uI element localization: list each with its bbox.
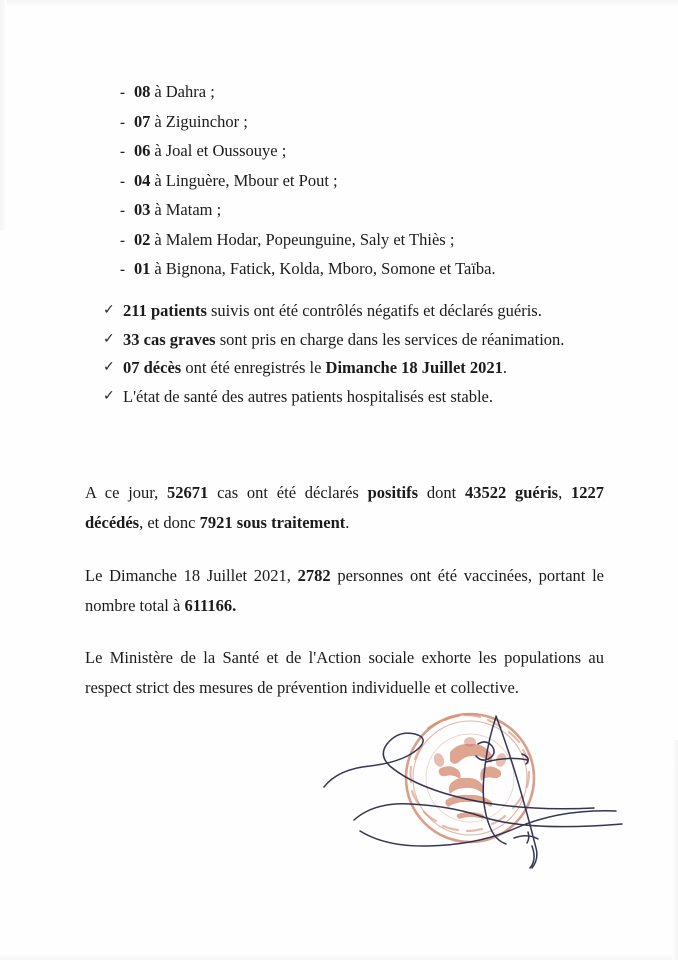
scan-edge-bottom (0, 953, 678, 960)
list-item (120, 255, 590, 285)
stats-text-3: dont (418, 482, 465, 502)
report-date: Dimanche 18 Juillet 2021 (325, 358, 503, 377)
death-count: 07 décès (123, 358, 182, 377)
vax-text-1: Le Dimanche 18 Juillet 2021, (85, 565, 298, 585)
check-item-text (123, 354, 608, 382)
locality-name: à Bignona, Fatick, Kolda, Mboro, Somone et Taïba. (154, 259, 496, 278)
status-check-list (103, 297, 608, 411)
recovered-count: 211 patients (123, 301, 207, 320)
list-item (103, 383, 608, 411)
case-count: 03 (134, 200, 151, 219)
check-item-text (123, 297, 608, 325)
check-item-text (123, 326, 608, 354)
check-item-rest: suivis ont été contrôlés négatifs et déclarés guéris. (206, 301, 542, 320)
list-item (120, 196, 590, 226)
case-count: 01 (134, 259, 151, 278)
check-icon: ✓ (103, 387, 115, 404)
check-icon: ✓ (103, 330, 115, 347)
stats-text-2: cas ont été déclarés (208, 482, 368, 502)
locality-name: à Dahra ; (154, 82, 215, 101)
bullet-dash-icon: - (120, 203, 125, 219)
locality-name: à Matam ; (154, 200, 222, 219)
total-vaccinated-value: 611166. (184, 595, 237, 615)
positive-label: positifs (367, 482, 419, 502)
check-item-end: . (502, 358, 508, 377)
list-item (120, 226, 590, 256)
ministry-appeal-paragraph: Le Ministère de la Santé et de l'Action sociale exhorte les populations au respect strict des mesures de prévention individuelle et collective. (85, 647, 604, 697)
stats-text-6: . (345, 512, 350, 532)
official-round-stamp (406, 714, 534, 842)
bullet-dash-icon: - (120, 262, 125, 278)
check-icon: ✓ (103, 302, 115, 318)
locality-case-list (120, 78, 590, 285)
check-item-text: L'état de santé des autres patients hospitalisés est stable. (123, 386, 493, 406)
case-count: 08 (134, 82, 151, 101)
scan-edge-left (0, 0, 7, 230)
check-item-mid: ont été enregistrés le (181, 358, 326, 377)
total-cases-value: 52671 (167, 482, 209, 502)
deaths-value: 1227 décédés (85, 482, 604, 532)
severe-case-count: 33 cas graves (123, 329, 216, 349)
list-item (120, 108, 590, 138)
locality-name: à Malem Hodar, Popeunguine, Saly et Thiès ; (154, 229, 455, 249)
bullet-dash-icon: - (120, 114, 125, 131)
case-count: 07 (134, 111, 151, 131)
case-count: 06 (134, 141, 151, 160)
list-item (103, 354, 608, 382)
stats-text-5: , et donc (139, 512, 200, 532)
bullet-dash-icon: - (120, 144, 125, 160)
list-item (103, 297, 608, 325)
signature-block (300, 690, 630, 870)
vaccination-paragraph (85, 561, 604, 621)
recovered-value: 43522 guéris (464, 482, 559, 502)
locality-name: à Joal et Oussouye ; (154, 141, 287, 160)
case-count: 04 (134, 170, 151, 190)
list-item (120, 167, 590, 197)
under-treatment-value: 7921 sous traitement (199, 512, 346, 532)
stats-text-4: , (558, 482, 571, 502)
locality-name: à Ziguinchor ; (154, 111, 248, 131)
bullet-dash-icon: - (120, 232, 125, 249)
daily-vaccinated-value: 2782 (297, 565, 331, 585)
list-item (120, 78, 590, 108)
check-item-rest: sont pris en charge dans les services de réanimation. (215, 329, 565, 349)
vax-text-2: personnes ont été vaccinées, portant le nombre total à (85, 565, 604, 615)
stats-text-1: A ce jour, (85, 482, 168, 502)
locality-name: à Linguère, Mbour et Pout ; (154, 170, 338, 190)
scan-edge-right (672, 740, 678, 960)
list-item (103, 326, 608, 354)
cumulative-stats-paragraph (85, 478, 604, 538)
check-icon: ✓ (103, 359, 115, 375)
scan-edge-top (0, 0, 678, 8)
list-item (120, 137, 590, 167)
case-count: 02 (134, 229, 151, 249)
bullet-dash-icon: - (120, 173, 125, 190)
bullet-dash-icon: - (120, 85, 125, 101)
